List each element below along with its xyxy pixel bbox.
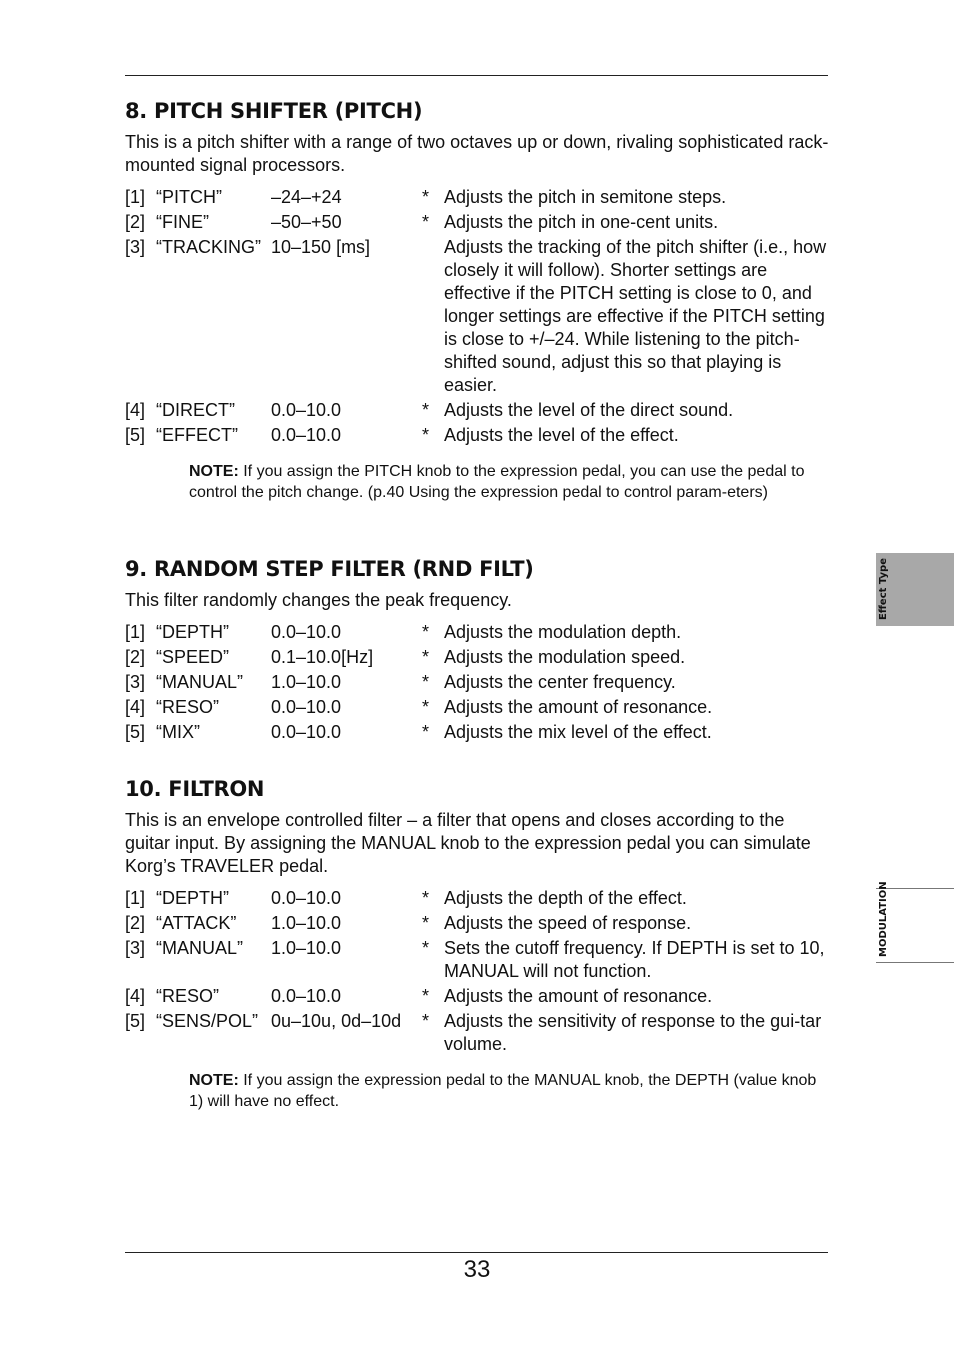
param-name: “SENS/POL” xyxy=(156,1011,259,1031)
side-tab-label: MODULATION xyxy=(878,881,889,957)
param-description: Adjusts the modulation depth. xyxy=(444,622,682,642)
top-rule xyxy=(125,75,828,76)
note-text: If you assign the PITCH knob to the expression pedal, you can use the pedal to control the pitch change. (p.40 Using the expression pedal to control param-eters) xyxy=(189,463,805,501)
param-name: “RESO” xyxy=(156,986,219,1006)
param-row xyxy=(125,186,830,209)
page-number: 33 xyxy=(463,1256,491,1283)
param-name: “DEPTH” xyxy=(156,622,229,642)
section-random-step-filter xyxy=(125,555,830,746)
section-title: 8. PITCH SHIFTER (PITCH) xyxy=(125,99,423,123)
section-filtron xyxy=(125,775,830,1112)
param-name: “MANUAL” xyxy=(156,672,244,692)
param-range: 0.0–10.0 xyxy=(271,400,342,420)
param-number: [2] xyxy=(125,212,146,232)
param-row xyxy=(125,211,830,234)
param-range: 10–150 [ms] xyxy=(271,237,371,257)
param-name: “RESO” xyxy=(156,697,219,717)
param-number: [2] xyxy=(125,913,146,933)
param-asterisk: * xyxy=(422,672,430,692)
section-title: 10. FILTRON xyxy=(125,777,265,801)
note-text: If you assign the expression pedal to the MANUAL knob, the DEPTH (value knob 1) will have no effect. xyxy=(189,1072,817,1110)
param-asterisk: * xyxy=(422,697,430,717)
param-range: 0.0–10.0 xyxy=(271,986,342,1006)
param-range: 0.1–10.0[Hz] xyxy=(271,647,374,667)
note xyxy=(189,1070,829,1112)
param-name: “TRACKING” xyxy=(156,237,261,257)
param-number: [3] xyxy=(125,672,146,692)
param-row xyxy=(125,721,830,744)
param-name: “MIX” xyxy=(156,722,200,742)
param-row xyxy=(125,621,830,644)
param-name: “EFFECT” xyxy=(156,425,238,445)
param-range: 0u–10u, 0d–10d xyxy=(271,1011,402,1031)
param-row xyxy=(125,646,830,669)
note-label: NOTE: xyxy=(189,463,239,480)
param-row xyxy=(125,424,830,447)
param-name: “DEPTH” xyxy=(156,888,229,908)
param-row xyxy=(125,696,830,719)
param-number: [1] xyxy=(125,187,146,207)
param-range: 1.0–10.0 xyxy=(271,938,342,958)
param-number: [5] xyxy=(125,722,146,742)
section-pitch-shifter xyxy=(125,97,830,503)
param-number: [1] xyxy=(125,888,146,908)
param-asterisk: * xyxy=(422,913,430,933)
side-tab-label: Effect Type xyxy=(878,558,889,620)
param-name: “FINE” xyxy=(156,212,209,232)
param-name: “SPEED” xyxy=(156,647,230,667)
param-row xyxy=(125,236,830,397)
param-asterisk: * xyxy=(422,400,430,420)
param-number: [1] xyxy=(125,622,146,642)
param-asterisk: * xyxy=(422,938,430,958)
param-description: Adjusts the depth of the effect. xyxy=(444,888,687,908)
param-number: [4] xyxy=(125,986,146,1006)
param-row xyxy=(125,1010,830,1056)
param-range: 1.0–10.0 xyxy=(271,913,342,933)
param-number: [5] xyxy=(125,1011,146,1031)
param-description: Adjusts the tracking of the pitch shifter (i.e., how closely it will follow). Shorter settings are effective if the PITCH setting is close to 0, and longer settings are effective if the PITCH setting is close to +/–24. While listening to the pitch-shifted sound, adjust this so that playing is easier. xyxy=(444,237,827,395)
param-asterisk: * xyxy=(422,425,430,445)
param-name: “MANUAL” xyxy=(156,938,244,958)
note xyxy=(189,461,829,503)
param-row xyxy=(125,887,830,910)
param-description: Adjusts the sensitivity of response to the gui-tar volume. xyxy=(444,1011,822,1054)
section-intro: This filter randomly changes the peak frequency. xyxy=(125,590,512,610)
note-label: NOTE: xyxy=(189,1072,239,1089)
param-range: –24–+24 xyxy=(271,187,342,207)
param-description: Adjusts the level of the direct sound. xyxy=(444,400,734,420)
param-description: Adjusts the pitch in one-cent units. xyxy=(444,212,719,232)
param-asterisk: * xyxy=(422,622,430,642)
param-range: –50–+50 xyxy=(271,212,342,232)
param-number: [4] xyxy=(125,697,146,717)
param-row xyxy=(125,912,830,935)
section-title: 9. RANDOM STEP FILTER (RND FILT) xyxy=(125,557,534,581)
param-range: 1.0–10.0 xyxy=(271,672,342,692)
param-asterisk: * xyxy=(422,888,430,908)
param-number: [3] xyxy=(125,938,146,958)
param-asterisk: * xyxy=(422,212,430,232)
param-description: Adjusts the modulation speed. xyxy=(444,647,686,667)
param-number: [5] xyxy=(125,425,146,445)
param-range: 0.0–10.0 xyxy=(271,697,342,717)
side-tab-effect-type xyxy=(876,553,954,626)
param-description: Adjusts the pitch in semitone steps. xyxy=(444,187,727,207)
param-description: Adjusts the amount of resonance. xyxy=(444,697,713,717)
param-number: [2] xyxy=(125,647,146,667)
param-asterisk: * xyxy=(422,722,430,742)
param-row xyxy=(125,985,830,1008)
section-intro: This is an envelope controlled filter – a filter that opens and closes according to the guitar input. By assigning the MANUAL knob to the expression pedal you can simulate Korg’s TRAVELER pedal. xyxy=(125,810,811,876)
param-description: Adjusts the level of the effect. xyxy=(444,425,679,445)
param-number: [3] xyxy=(125,237,146,257)
param-asterisk: * xyxy=(422,187,430,207)
bottom-rule xyxy=(125,1252,828,1253)
side-tab-modulation xyxy=(876,881,954,963)
param-name: “PITCH” xyxy=(156,187,222,207)
param-row xyxy=(125,671,830,694)
param-asterisk: * xyxy=(422,647,430,667)
param-asterisk: * xyxy=(422,1011,430,1031)
param-range: 0.0–10.0 xyxy=(271,622,342,642)
param-row xyxy=(125,937,830,983)
param-description: Adjusts the center frequency. xyxy=(444,672,676,692)
param-row xyxy=(125,399,830,422)
param-description: Adjusts the amount of resonance. xyxy=(444,986,713,1006)
param-asterisk: * xyxy=(422,986,430,1006)
section-intro: This is a pitch shifter with a range of two octaves up or down, rivaling sophisticated rack-mounted signal processors. xyxy=(125,132,829,175)
param-range: 0.0–10.0 xyxy=(271,888,342,908)
param-range: 0.0–10.0 xyxy=(271,425,342,445)
param-description: Sets the cutoff frequency. If DEPTH is set to 10, MANUAL will not function. xyxy=(444,938,825,981)
param-description: Adjusts the speed of response. xyxy=(444,913,692,933)
param-number: [4] xyxy=(125,400,146,420)
param-range: 0.0–10.0 xyxy=(271,722,342,742)
param-name: “ATTACK” xyxy=(156,913,237,933)
param-description: Adjusts the mix level of the effect. xyxy=(444,722,712,742)
param-name: “DIRECT” xyxy=(156,400,235,420)
